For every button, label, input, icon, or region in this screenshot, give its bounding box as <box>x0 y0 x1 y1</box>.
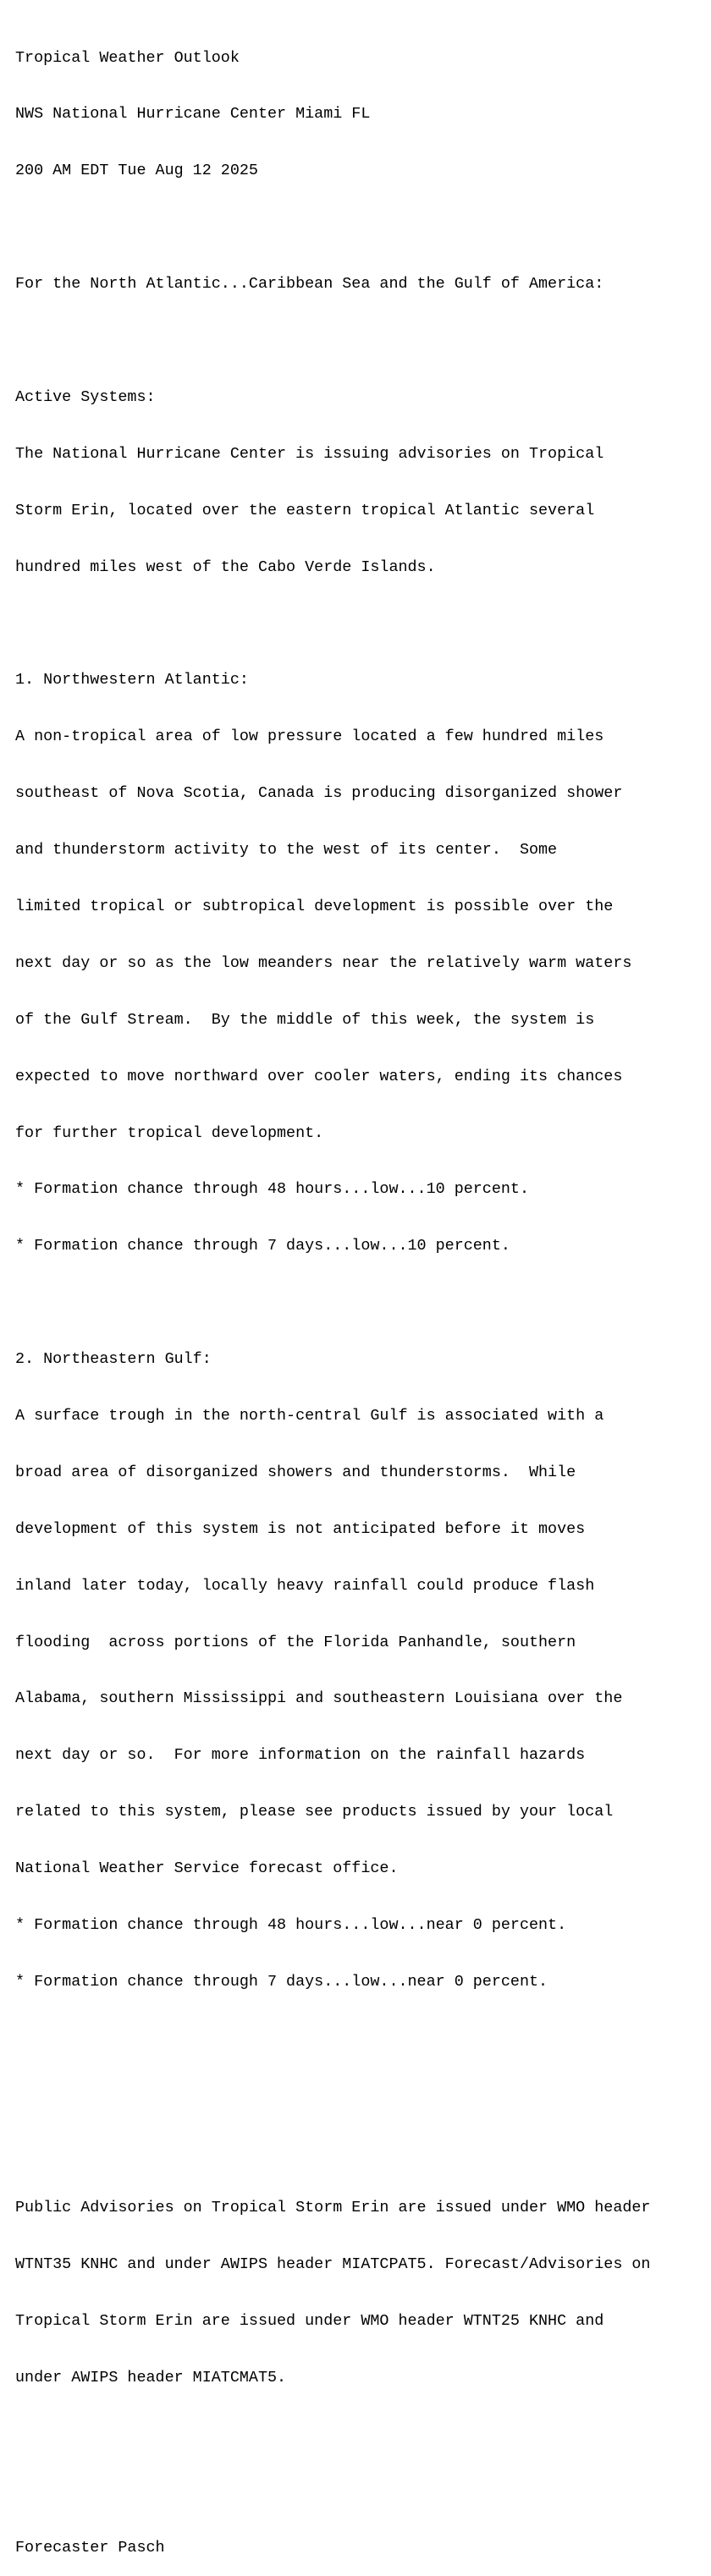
outlook-2-heading: 2. Northeastern Gulf: <box>15 1350 212 1369</box>
blank-line <box>15 2086 650 2105</box>
outlook-2-text-line: development of this system is not anticipated before it moves <box>15 1519 586 1538</box>
outlook-2-text-line: National Weather Service forecast office. <box>15 1859 399 1878</box>
advisory-note-line: Tropical Storm Erin are issued under WMO header WTNT25 KNHC and <box>15 2312 604 2331</box>
blank-line <box>15 218 650 237</box>
forecaster-signature: Forecaster Pasch <box>15 2538 165 2557</box>
active-systems-text-line: Storm Erin, located over the eastern tropical Atlantic several <box>15 501 595 519</box>
issue-time: 200 AM EDT Tue Aug 12 2025 <box>15 162 258 180</box>
outlook-2-text-line: broad area of disorganized showers and thunderstorms. While <box>15 1463 576 1481</box>
outlook-2-text-line: inland later today, locally heavy rainfall could produce flash <box>15 1576 595 1595</box>
blank-line <box>15 615 650 634</box>
outlook-2-text-line: flooding across portions of the Florida Panhandle, southern <box>15 1633 576 1651</box>
blank-line <box>15 332 650 350</box>
advisory-note-line: Public Advisories on Tropical Storm Erin are issued under WMO header <box>15 2199 651 2217</box>
blank-line <box>15 1293 650 1312</box>
active-systems-text-line: The National Hurricane Center is issuing advisories on Tropical <box>15 444 604 463</box>
active-systems-heading: Active Systems: <box>15 387 156 406</box>
region-line: For the North Atlantic...Caribbean Sea and the Gulf of America: <box>15 275 604 294</box>
outlook-2-text-line: A surface trough in the north-central Gulf is associated with a <box>15 1406 604 1425</box>
outlook-2-text-line: related to this system, please see products issued by your local <box>15 1803 614 1821</box>
blank-line <box>15 2143 650 2161</box>
product-title: Tropical Weather Outlook <box>15 48 240 67</box>
outlook-2-chance-48h: * Formation chance through 48 hours...low...near 0 percent. <box>15 1915 567 1934</box>
advisory-note-line: under AWIPS header MIATCMAT5. <box>15 2369 287 2387</box>
outlook-document <box>15 11 650 2576</box>
outlook-2-text-line: Alabama, southern Mississippi and southeastern Louisiana over the <box>15 1689 623 1708</box>
outlook-1-text-line: A non-tropical area of low pressure located a few hundred miles <box>15 728 604 746</box>
outlook-1-chance-7d: * Formation chance through 7 days...low...10 percent. <box>15 1237 510 1255</box>
blank-line <box>15 2482 650 2501</box>
outlook-2-text-line: next day or so. For more information on the rainfall hazards <box>15 1746 586 1765</box>
outlook-2-chance-7d: * Formation chance through 7 days...low...near 0 percent. <box>15 1972 548 1991</box>
outlook-1-text-line: limited tropical or subtropical development is possible over the <box>15 897 614 915</box>
active-systems-text-line: hundred miles west of the Cabo Verde Islands. <box>15 557 436 576</box>
outlook-1-text-line: expected to move northward over cooler waters, ending its chances <box>15 1067 623 1085</box>
outlook-1-text-line: next day or so as the low meanders near the relatively warm waters <box>15 953 632 972</box>
blank-line <box>15 2425 650 2444</box>
outlook-1-text-line: for further tropical development. <box>15 1123 324 1142</box>
outlook-1-text-line: and thunderstorm activity to the west of its center. Some <box>15 841 558 860</box>
outlook-1-heading: 1. Northwestern Atlantic: <box>15 671 249 689</box>
blank-line <box>15 2029 650 2048</box>
outlook-1-text-line: southeast of Nova Scotia, Canada is producing disorganized shower <box>15 784 623 803</box>
advisory-note-line: WTNT35 KNHC and under AWIPS header MIATCPAT5. Forecast/Advisories on <box>15 2255 651 2274</box>
outlook-1-chance-48h: * Formation chance through 48 hours...low...10 percent. <box>15 1180 529 1199</box>
outlook-1-text-line: of the Gulf Stream. By the middle of this week, the system is <box>15 1010 595 1029</box>
issuing-office: NWS National Hurricane Center Miami FL <box>15 105 371 124</box>
